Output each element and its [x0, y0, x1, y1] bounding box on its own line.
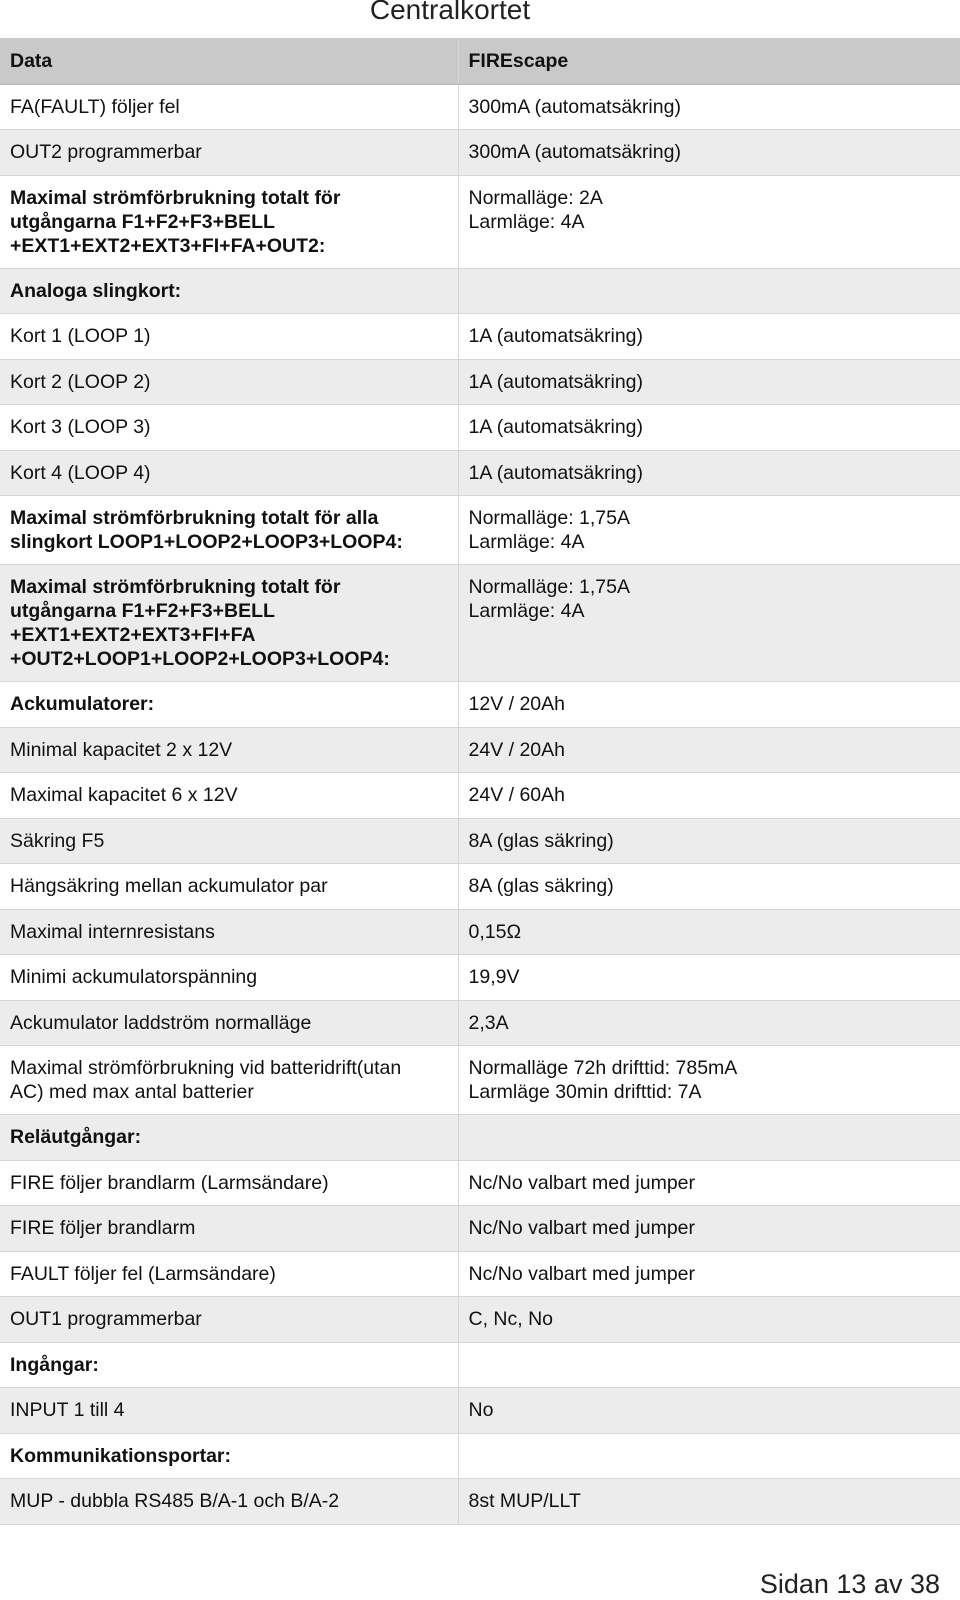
row-value: 2,3A — [458, 1000, 960, 1046]
table-row — [0, 1160, 960, 1206]
row-value: 1A (automatsäkring) — [458, 359, 960, 405]
row-label: Ingångar: — [0, 1342, 458, 1388]
row-value: No — [458, 1388, 960, 1434]
table-row — [0, 818, 960, 864]
row-value — [458, 1433, 960, 1479]
row-label: Minimal kapacitet 2 x 12V — [0, 727, 458, 773]
row-label: Kort 2 (LOOP 2) — [0, 359, 458, 405]
table-row — [0, 773, 960, 819]
table-row — [0, 565, 960, 682]
row-value: Normalläge: 1,75A Larmläge: 4A — [458, 496, 960, 565]
row-label: Maximal strömförbrukning totalt för alla slingkort LOOP1+LOOP2+LOOP3+LOOP4: — [0, 496, 458, 565]
row-value: 8st MUP/LLT — [458, 1479, 960, 1525]
table-row — [0, 496, 960, 565]
row-value: Nc/No valbart med jumper — [458, 1251, 960, 1297]
row-label: MUP - dubbla RS485 B/A-1 och B/A-2 — [0, 1479, 458, 1525]
page-number: Sidan 13 av 38 — [759, 1569, 940, 1599]
column-header-firescape: FIREscape — [458, 38, 960, 84]
column-header-data: Data — [0, 38, 458, 84]
table-row — [0, 909, 960, 955]
table-row — [0, 268, 960, 314]
table-row — [0, 1479, 960, 1525]
row-label: INPUT 1 till 4 — [0, 1388, 458, 1434]
table-row — [0, 1251, 960, 1297]
row-value — [458, 1115, 960, 1161]
row-value: 300mA (automatsäkring) — [458, 84, 960, 130]
row-label: FIRE följer brandlarm — [0, 1206, 458, 1252]
spec-table — [0, 38, 960, 1525]
table-row — [0, 1342, 960, 1388]
row-value — [458, 268, 960, 314]
table-row — [0, 1297, 960, 1343]
table-body — [0, 84, 960, 1524]
table-row — [0, 84, 960, 130]
row-label: Maximal kapacitet 6 x 12V — [0, 773, 458, 819]
table-row — [0, 1000, 960, 1046]
row-value: 1A (automatsäkring) — [458, 450, 960, 496]
table-row — [0, 1115, 960, 1161]
row-value: Nc/No valbart med jumper — [458, 1206, 960, 1252]
row-label: OUT2 programmerbar — [0, 130, 458, 176]
row-label: Kommunikationsportar: — [0, 1433, 458, 1479]
page-title: Centralkortet — [369, 0, 531, 25]
table-row — [0, 450, 960, 496]
row-label: Ackumulator laddström normalläge — [0, 1000, 458, 1046]
row-label: Kort 3 (LOOP 3) — [0, 405, 458, 451]
table-row — [0, 1433, 960, 1479]
row-label: Minimi ackumulatorspänning — [0, 955, 458, 1001]
row-value: 8A (glas säkring) — [458, 864, 960, 910]
table-row — [0, 864, 960, 910]
row-label: FIRE följer brandlarm (Larmsändare) — [0, 1160, 458, 1206]
row-label: Reläutgångar: — [0, 1115, 458, 1161]
row-value: Normalläge: 1,75A Larmläge: 4A — [458, 565, 960, 682]
row-label: Säkring F5 — [0, 818, 458, 864]
table-row — [0, 175, 960, 268]
row-value: Normalläge: 2A Larmläge: 4A — [458, 175, 960, 268]
row-label: FAULT följer fel (Larmsändare) — [0, 1251, 458, 1297]
row-value: Nc/No valbart med jumper — [458, 1160, 960, 1206]
row-value: 1A (automatsäkring) — [458, 314, 960, 360]
row-value: 19,9V — [458, 955, 960, 1001]
table-row — [0, 955, 960, 1001]
row-label: Kort 4 (LOOP 4) — [0, 450, 458, 496]
table-row — [0, 130, 960, 176]
row-label: OUT1 programmerbar — [0, 1297, 458, 1343]
row-value: 300mA (automatsäkring) — [458, 130, 960, 176]
row-label: FA(FAULT) följer fel — [0, 84, 458, 130]
row-value: 1A (automatsäkring) — [458, 405, 960, 451]
row-label: Maximal strömförbrukning vid batteridrift(utan AC) med max antal batterier — [0, 1046, 458, 1115]
table-row — [0, 405, 960, 451]
row-value: 24V / 60Ah — [458, 773, 960, 819]
row-value: 8A (glas säkring) — [458, 818, 960, 864]
row-label: Kort 1 (LOOP 1) — [0, 314, 458, 360]
row-label: Analoga slingkort: — [0, 268, 458, 314]
row-label: Hängsäkring mellan ackumulator par — [0, 864, 458, 910]
table-row — [0, 1046, 960, 1115]
table-row — [0, 727, 960, 773]
row-value: C, Nc, No — [458, 1297, 960, 1343]
table-header-row — [0, 38, 960, 84]
table-row — [0, 1388, 960, 1434]
table-row — [0, 1206, 960, 1252]
row-label: Maximal strömförbrukning totalt för utgångarna F1+F2+F3+BELL +EXT1+EXT2+EXT3+FI+FA+OUT2: — [0, 175, 458, 268]
row-label: Maximal internresistans — [0, 909, 458, 955]
table-row — [0, 359, 960, 405]
row-label: Ackumulatorer: — [0, 682, 458, 728]
table-row — [0, 682, 960, 728]
row-label: Maximal strömförbrukning totalt för utgångarna F1+F2+F3+BELL +EXT1+EXT2+EXT3+FI+FA +OUT2+LOOP1+LOOP2+LOOP3+LOOP4: — [0, 565, 458, 682]
row-value — [458, 1342, 960, 1388]
row-value: 12V / 20Ah — [458, 682, 960, 728]
table-row — [0, 314, 960, 360]
row-value: 24V / 20Ah — [458, 727, 960, 773]
row-value: Normalläge 72h drifttid: 785mA Larmläge 30min drifttid: 7A — [458, 1046, 960, 1115]
row-value: 0,15Ω — [458, 909, 960, 955]
